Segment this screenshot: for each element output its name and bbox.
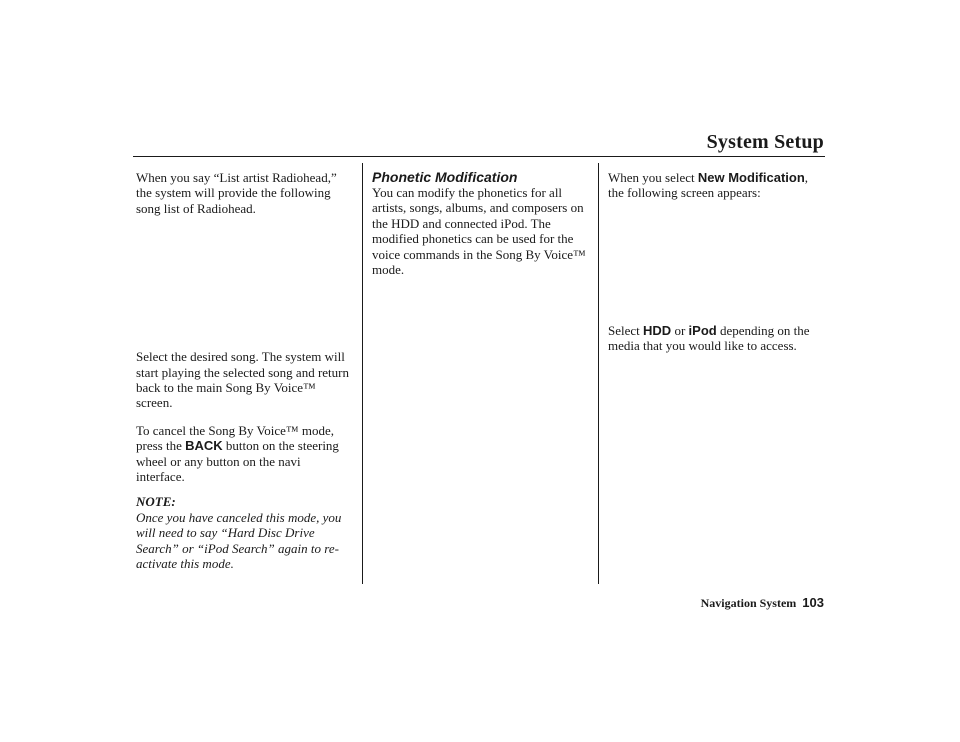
paragraph-new-modification: When you select New Modification, the following screen appears: [608,170,809,201]
section-heading: Phonetic Modification [372,169,518,185]
column-middle [372,170,588,277]
paragraph-select-media: Select HDD or iPod depending on the media that you would like to access. [608,322,810,354]
screen-image-area-right [608,201,824,323]
cancel-text-before: To cancel the Song By Voice™ mode, press the [136,422,335,454]
note-label: NOTE: [136,494,176,510]
column-divider-left [362,163,363,584]
page-title: System Setup [706,131,824,153]
header-rule [133,156,825,157]
column-right [608,170,824,354]
column-left [136,170,352,572]
cancel-text-after: button on the steering wheel or any button on the navi interface. [136,438,339,485]
paragraph-song-list: When you say “List artist Radiohead,” the system will provide the following song list of Radiohead. [136,170,337,216]
paragraph-phonetic: You can modify the phonetics for all artists, songs, albums, and composers on the HDD and connected iPod. The modified phonetics can be used for the voice commands in the Song By Voice™ mode. [372,185,586,278]
paragraph-cancel [136,423,352,485]
new-modification-key-label: New Modification [697,170,805,185]
screen-image-area [136,216,352,349]
column-divider-right [598,163,599,584]
paragraph-select-song: Select the desired song. The system will start playing the selected song and return back to the main Song By Voice™ screen. [136,349,349,411]
hdd-key-label: HDD [643,322,672,338]
footer-section-name: Navigation System [700,596,797,610]
ipod-key-label: iPod [688,322,717,338]
back-key-label: BACK [185,438,223,454]
page-number: 103 [802,595,824,610]
page-footer [701,595,824,611]
note-text: Once you have canceled this mode, you will need to say “Hard Disc Drive Search” or “iPod Search” again to re-activate this mode. [136,509,342,572]
